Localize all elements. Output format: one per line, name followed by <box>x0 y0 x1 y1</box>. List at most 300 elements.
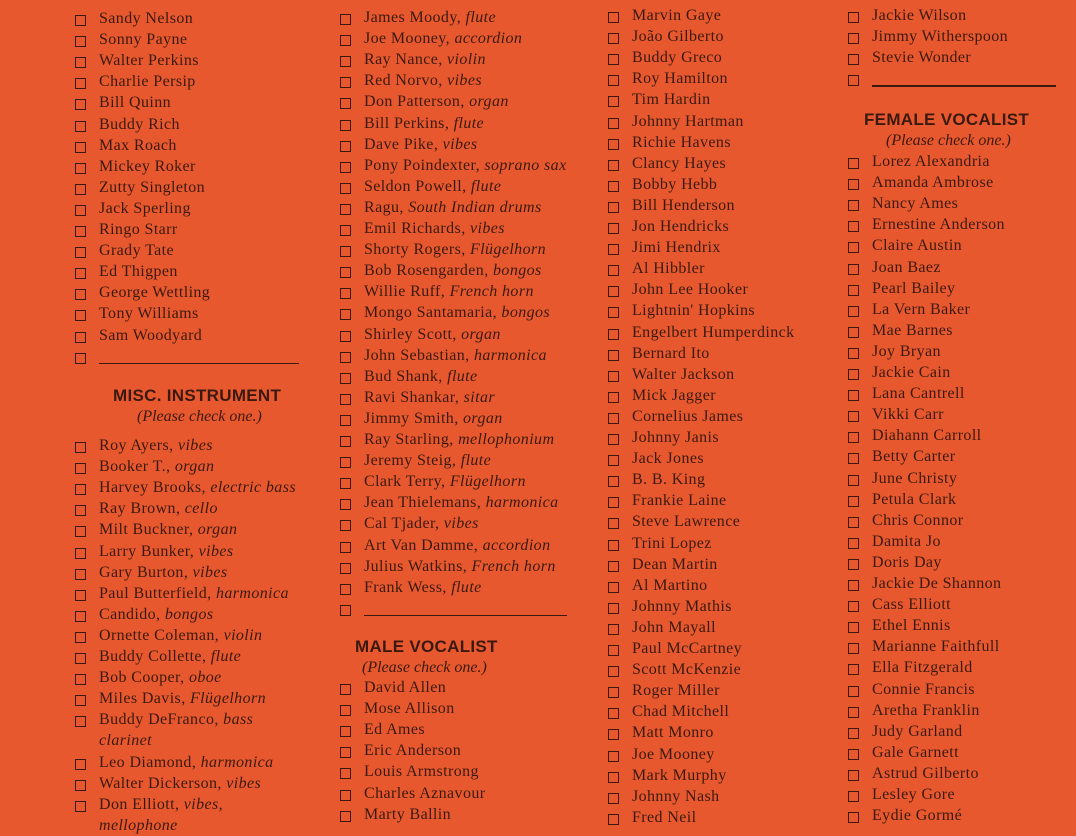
artist-name: Jackie Cain <box>872 364 951 381</box>
checkbox[interactable] <box>75 716 86 727</box>
checkbox[interactable] <box>608 371 619 382</box>
section-instructions: (Please check one.) <box>362 659 487 676</box>
entry-label <box>872 532 941 552</box>
entry-label <box>364 741 461 761</box>
checkbox[interactable] <box>848 12 859 23</box>
checkbox[interactable] <box>75 505 86 516</box>
checkbox[interactable] <box>340 415 351 426</box>
checkbox[interactable] <box>75 653 86 664</box>
checkbox[interactable] <box>75 801 86 812</box>
entry-label <box>99 115 180 135</box>
artist-name: Jimmy Witherspoon <box>872 28 1009 46</box>
checkbox[interactable] <box>75 526 86 537</box>
entry-label <box>99 178 205 198</box>
checkbox[interactable] <box>75 332 86 343</box>
entry-label: Bill Perkins, flute <box>364 114 485 132</box>
entry-label <box>632 702 729 722</box>
entry-label <box>632 428 719 448</box>
entry-label <box>872 701 980 721</box>
checkbox[interactable] <box>340 478 351 489</box>
artist-name: Matt Monro <box>632 724 714 742</box>
checkbox[interactable] <box>848 242 859 253</box>
checkbox[interactable] <box>75 632 86 643</box>
write-in-line[interactable] <box>364 615 567 616</box>
artist-name: Milt Buckner <box>99 521 189 539</box>
checkbox[interactable] <box>608 434 619 445</box>
artist-name: Petula Clark <box>872 490 957 508</box>
entry-label <box>872 384 965 404</box>
checkbox[interactable] <box>340 309 351 320</box>
checkbox[interactable] <box>340 726 351 737</box>
artist-name: Candido <box>99 605 157 623</box>
entry-label <box>632 238 721 258</box>
instrument: harmonica <box>473 346 547 364</box>
entry-label <box>632 133 731 153</box>
artist-name: Roy Hamilton <box>632 70 728 88</box>
artist-name: Grady Tate <box>99 242 174 260</box>
checkbox[interactable] <box>340 520 351 531</box>
entry-label: Buddy Collette, flute <box>99 648 242 665</box>
instrument: flute <box>460 452 492 470</box>
entry-label <box>872 6 966 26</box>
checkbox[interactable] <box>848 664 859 675</box>
checkbox[interactable] <box>340 436 351 447</box>
artist-name: James Moody <box>364 9 457 26</box>
instrument: organ <box>197 521 238 539</box>
entry-label <box>872 342 941 362</box>
checkbox[interactable] <box>75 289 86 300</box>
checkbox[interactable] <box>848 348 859 359</box>
checkbox[interactable] <box>340 499 351 510</box>
artist-name: Stevie Wonder <box>872 49 972 67</box>
artist-name: Bob Cooper <box>99 669 181 687</box>
checkbox[interactable] <box>608 33 619 44</box>
checkbox[interactable] <box>75 353 86 364</box>
checkbox[interactable] <box>75 590 86 601</box>
artist-name: Chad Mitchell <box>632 703 730 721</box>
artist-name: Willie Ruff <box>364 283 441 301</box>
artist-name: John Mayall <box>632 618 716 636</box>
checkbox[interactable] <box>848 770 859 781</box>
checkbox[interactable] <box>848 643 859 654</box>
checkbox[interactable] <box>75 310 86 321</box>
checkbox[interactable] <box>608 814 619 825</box>
checkbox[interactable] <box>848 285 859 296</box>
checkbox[interactable] <box>608 729 619 740</box>
artist-name: Ravi Shankar <box>364 388 455 406</box>
artist-name: Gale Garnett <box>872 743 959 761</box>
instrument: Flügelhorn <box>470 241 547 259</box>
checkbox[interactable] <box>75 36 86 47</box>
checkbox[interactable] <box>608 455 619 466</box>
entry-label <box>872 743 959 763</box>
checkbox[interactable] <box>848 496 859 507</box>
artist-name: Ella Fitzgerald <box>872 659 973 677</box>
checkbox[interactable] <box>75 142 86 153</box>
artist-name: Johnny Nash <box>632 787 720 805</box>
artist-name: Charlie Persip <box>99 73 196 91</box>
entry-label: James Moody, flute <box>364 9 496 26</box>
artist-name: John Lee Hooker <box>632 281 749 299</box>
entry-label <box>632 27 724 47</box>
checkbox[interactable] <box>608 603 619 614</box>
artist-name: Shorty Rogers <box>364 241 462 259</box>
artist-name: Don Elliott <box>99 795 175 813</box>
artist-name: Jean Thielemans <box>364 494 477 512</box>
checkbox[interactable] <box>75 121 86 132</box>
instrument: harmonica <box>215 584 289 602</box>
artist-name: Joy Bryan <box>872 342 941 360</box>
entry-label <box>872 173 994 193</box>
entry-label <box>632 259 705 279</box>
artist-name: Cal Tjader <box>364 515 436 533</box>
checkbox[interactable] <box>340 373 351 384</box>
entry-label <box>632 386 716 406</box>
checkbox[interactable] <box>608 497 619 508</box>
checkbox[interactable] <box>340 811 351 822</box>
checkbox[interactable] <box>75 611 86 622</box>
instrument: accordion <box>454 30 523 48</box>
artist-name: Paul Butterfield <box>99 584 208 602</box>
checkbox[interactable] <box>75 15 86 26</box>
instrument: bongos <box>493 262 542 280</box>
checkbox[interactable] <box>340 246 351 257</box>
checkbox[interactable] <box>75 226 86 237</box>
artist-name: Eric Anderson <box>364 742 462 760</box>
artist-name: Jack Sperling <box>99 199 191 217</box>
checkbox[interactable] <box>75 99 86 110</box>
entry-label: Emil Richards, vibes <box>364 220 505 237</box>
checkbox[interactable] <box>848 369 859 380</box>
checkbox[interactable] <box>608 307 619 318</box>
checkbox[interactable] <box>848 179 859 190</box>
checkbox[interactable] <box>75 759 86 770</box>
artist-name: Ornette Coleman <box>99 626 215 644</box>
instrument: bongos <box>164 605 214 623</box>
entry-label <box>99 283 210 303</box>
checkbox[interactable] <box>848 707 859 718</box>
artist-name: Marvin Gaye <box>632 7 722 24</box>
checkbox[interactable] <box>340 394 351 405</box>
entry-label <box>872 722 963 742</box>
checkbox[interactable] <box>340 162 351 173</box>
checkbox[interactable] <box>75 205 86 216</box>
checkbox[interactable] <box>848 791 859 802</box>
instrument-continued: clarinet <box>99 732 152 750</box>
checkbox[interactable] <box>75 247 86 258</box>
checkbox[interactable] <box>340 35 351 46</box>
checkbox[interactable] <box>608 96 619 107</box>
checkbox[interactable] <box>75 268 86 279</box>
checkbox[interactable] <box>608 139 619 150</box>
checkbox[interactable] <box>340 705 351 716</box>
checkbox[interactable] <box>848 158 859 169</box>
checkbox[interactable] <box>340 225 351 236</box>
artist-name: Jimi Hendrix <box>632 239 721 257</box>
checkbox[interactable] <box>608 561 619 572</box>
checkbox[interactable] <box>340 14 351 25</box>
checkbox[interactable] <box>340 563 351 574</box>
entry-label <box>872 426 982 446</box>
checkbox[interactable] <box>75 695 86 706</box>
artist-name: Sonny Payne <box>99 31 188 49</box>
checkbox[interactable] <box>340 267 351 278</box>
artist-name: Shirley Scott <box>364 325 453 343</box>
artist-name: Ray Brown <box>99 500 176 518</box>
checkbox[interactable] <box>75 463 86 474</box>
entry-label <box>99 136 177 156</box>
checkbox[interactable] <box>608 666 619 677</box>
checkbox[interactable] <box>608 645 619 656</box>
checkbox[interactable] <box>848 33 859 44</box>
checkbox[interactable] <box>340 331 351 342</box>
artist-name: Ed Ames <box>364 721 426 739</box>
entry-label <box>872 215 1005 235</box>
checkbox[interactable] <box>608 223 619 234</box>
checkbox[interactable] <box>608 582 619 593</box>
checkbox[interactable] <box>75 569 86 580</box>
entry-label <box>99 72 196 92</box>
checkbox[interactable] <box>608 286 619 297</box>
checkbox[interactable] <box>340 77 351 88</box>
checkbox[interactable] <box>75 163 86 174</box>
entry-label <box>632 491 727 511</box>
checkbox[interactable] <box>608 708 619 719</box>
write-in-line[interactable] <box>872 85 1056 86</box>
checkbox[interactable] <box>848 538 859 549</box>
checkbox[interactable] <box>608 118 619 129</box>
entry-label: Red Norvo, vibes <box>364 72 482 90</box>
artist-name: João Gilberto <box>632 28 724 46</box>
checkbox[interactable] <box>608 413 619 424</box>
checkbox[interactable] <box>848 264 859 275</box>
entry-label <box>872 469 957 489</box>
entry-label: Seldon Powell, flute <box>364 177 502 195</box>
entry-label <box>872 27 1008 47</box>
artist-name: Connie Francis <box>872 680 975 698</box>
entry-label <box>364 805 451 825</box>
checkbox[interactable] <box>608 350 619 361</box>
artist-name: Tim Hardin <box>632 91 711 109</box>
entry-label <box>632 154 726 174</box>
entry-label: Jeremy Steig, flute <box>364 452 492 470</box>
entry-label <box>99 326 202 346</box>
instrument: vibes, <box>183 795 224 813</box>
checkbox[interactable] <box>75 674 86 685</box>
checkbox[interactable] <box>608 772 619 783</box>
artist-name: Mae Barnes <box>872 321 953 339</box>
entry-label: Paul Butterfield, harmonica <box>99 584 289 602</box>
artist-name: Ethel Ennis <box>872 617 951 635</box>
checkbox[interactable] <box>608 181 619 192</box>
entry-label <box>99 241 174 261</box>
instrument: vibes <box>226 774 262 792</box>
entry-label <box>632 660 741 680</box>
checkbox[interactable] <box>340 605 351 616</box>
checkbox[interactable] <box>340 684 351 695</box>
checkbox[interactable] <box>848 601 859 612</box>
entry-label: Bob Cooper, oboe <box>99 669 222 687</box>
entry-label <box>632 681 720 701</box>
checkbox[interactable] <box>340 768 351 779</box>
artist-name: Mick Jagger <box>632 386 716 404</box>
entry-label: Cal Tjader, vibes <box>364 515 479 533</box>
artist-name: Bernard Ito <box>632 344 710 362</box>
artist-name: Pony Poindexter <box>364 156 476 174</box>
write-in-line[interactable] <box>99 363 299 364</box>
checkbox[interactable] <box>848 686 859 697</box>
entry-label <box>99 9 193 29</box>
checkbox[interactable] <box>848 812 859 823</box>
artist-name: Jon Hendricks <box>632 218 730 235</box>
checkbox[interactable] <box>608 75 619 86</box>
checkbox[interactable] <box>608 12 619 23</box>
entry-label <box>632 90 711 110</box>
checkbox[interactable] <box>608 624 619 635</box>
checkbox[interactable] <box>848 453 859 464</box>
checkbox[interactable] <box>848 221 859 232</box>
checkbox[interactable] <box>75 548 86 559</box>
artist-name: Richie Havens <box>632 133 731 151</box>
artist-name: Jackie Wilson <box>872 7 967 24</box>
checkbox[interactable] <box>340 288 351 299</box>
checkbox[interactable] <box>608 476 619 487</box>
instrument: Flügelhorn <box>449 473 526 491</box>
checkbox[interactable] <box>608 54 619 65</box>
entry-label <box>872 595 951 615</box>
artist-name: Harvey Brooks <box>99 479 202 497</box>
checkbox[interactable] <box>608 751 619 762</box>
checkbox[interactable] <box>848 475 859 486</box>
artist-name: Booker T. <box>99 458 166 476</box>
checkbox[interactable] <box>608 392 619 403</box>
instrument: vibes <box>447 72 482 90</box>
artist-name: Jeremy Steig <box>364 452 452 470</box>
checkbox[interactable] <box>340 56 351 67</box>
checkbox[interactable] <box>75 484 86 495</box>
checkbox[interactable] <box>848 306 859 317</box>
section-heading: MALE VOCALIST <box>355 637 498 656</box>
entry-label <box>632 723 714 743</box>
artist-name: Miles Davis <box>99 690 182 708</box>
entry-label <box>99 304 199 324</box>
checkbox[interactable] <box>340 204 351 215</box>
checkbox[interactable] <box>608 265 619 276</box>
checkbox[interactable] <box>340 120 351 131</box>
checkbox[interactable] <box>608 202 619 213</box>
entry-label <box>632 745 715 765</box>
checkbox[interactable] <box>340 790 351 801</box>
checkbox[interactable] <box>848 200 859 211</box>
artist-name: Ernestine Anderson <box>872 216 1005 234</box>
instrument: organ <box>463 409 503 427</box>
checkbox[interactable] <box>608 329 619 340</box>
entry-label <box>632 175 717 195</box>
entry-label: Mongo Santamaria, bongos <box>364 304 551 322</box>
checkbox[interactable] <box>608 244 619 255</box>
checkbox[interactable] <box>848 411 859 422</box>
artist-name: Ringo Starr <box>99 221 178 238</box>
entry-label <box>364 699 455 719</box>
checkbox[interactable] <box>848 75 859 86</box>
checkbox[interactable] <box>340 584 351 595</box>
checkbox[interactable] <box>340 98 351 109</box>
artist-name: Mongo Santamaria <box>364 304 493 322</box>
entry-label: Bud Shank, flute <box>364 367 478 385</box>
checkbox[interactable] <box>848 559 859 570</box>
checkbox[interactable] <box>848 54 859 65</box>
checkbox[interactable] <box>848 327 859 338</box>
entry-label <box>872 236 962 256</box>
checkbox[interactable] <box>75 184 86 195</box>
checkbox[interactable] <box>340 141 351 152</box>
checkbox[interactable] <box>608 518 619 529</box>
entry-label: Leo Diamond, harmonica <box>99 753 274 771</box>
entry-label: Pony Poindexter, soprano sax <box>364 156 567 174</box>
entry-label <box>872 279 955 299</box>
checkbox[interactable] <box>75 442 86 453</box>
artist-name: Bill Perkins <box>364 114 445 132</box>
artist-name: Lorez Alexandria <box>872 153 990 170</box>
entry-label: Miles Davis, Flügelhorn <box>99 690 266 708</box>
instrument: bongos <box>501 304 551 322</box>
checkbox[interactable] <box>848 390 859 401</box>
checkbox[interactable] <box>340 542 351 553</box>
checkbox[interactable] <box>848 580 859 591</box>
entry-label <box>632 576 708 596</box>
artist-name: Amanda Ambrose <box>872 174 994 192</box>
checkbox[interactable] <box>340 457 351 468</box>
checkbox[interactable] <box>848 517 859 528</box>
section-instructions: (Please check one.) <box>137 408 262 425</box>
entry-label: Frank Wess, flute <box>364 578 482 596</box>
checkbox[interactable] <box>608 793 619 804</box>
checkbox[interactable] <box>75 57 86 68</box>
entry-label: Roy Ayers, vibes <box>99 437 213 454</box>
checkbox[interactable] <box>75 780 86 791</box>
artist-name: Joe Mooney <box>632 745 715 763</box>
artist-name: Emil Richards <box>364 220 462 237</box>
artist-name: Joe Mooney <box>364 30 446 48</box>
instrument: flute <box>470 177 502 195</box>
entry-label: Harvey Brooks, electric bass <box>99 479 296 497</box>
checkbox[interactable] <box>75 78 86 89</box>
instrument: mellophonium <box>458 431 555 448</box>
entry-label <box>99 30 187 50</box>
entry-label: Jean Thielemans, harmonica <box>364 494 559 512</box>
checkbox[interactable] <box>608 540 619 551</box>
checkbox[interactable] <box>848 432 859 443</box>
checkbox[interactable] <box>340 183 351 194</box>
section-heading: FEMALE VOCALIST <box>864 110 1030 129</box>
artist-name: Lana Cantrell <box>872 385 965 403</box>
checkbox[interactable] <box>848 749 859 760</box>
checkbox[interactable] <box>848 622 859 633</box>
checkbox[interactable] <box>340 352 351 363</box>
artist-name: Bill Henderson <box>632 196 735 214</box>
artist-name: Johnny Hartman <box>632 112 744 130</box>
checkbox[interactable] <box>608 687 619 698</box>
entry-label <box>632 512 740 532</box>
entry-label <box>364 784 485 804</box>
entry-label: Buddy DeFranco, bass <box>99 711 254 729</box>
artist-name: Ray Nance <box>364 51 439 69</box>
checkbox[interactable] <box>848 728 859 739</box>
checkbox[interactable] <box>340 747 351 758</box>
checkbox[interactable] <box>608 160 619 171</box>
entry-label <box>99 199 191 219</box>
entry-label <box>632 407 743 427</box>
